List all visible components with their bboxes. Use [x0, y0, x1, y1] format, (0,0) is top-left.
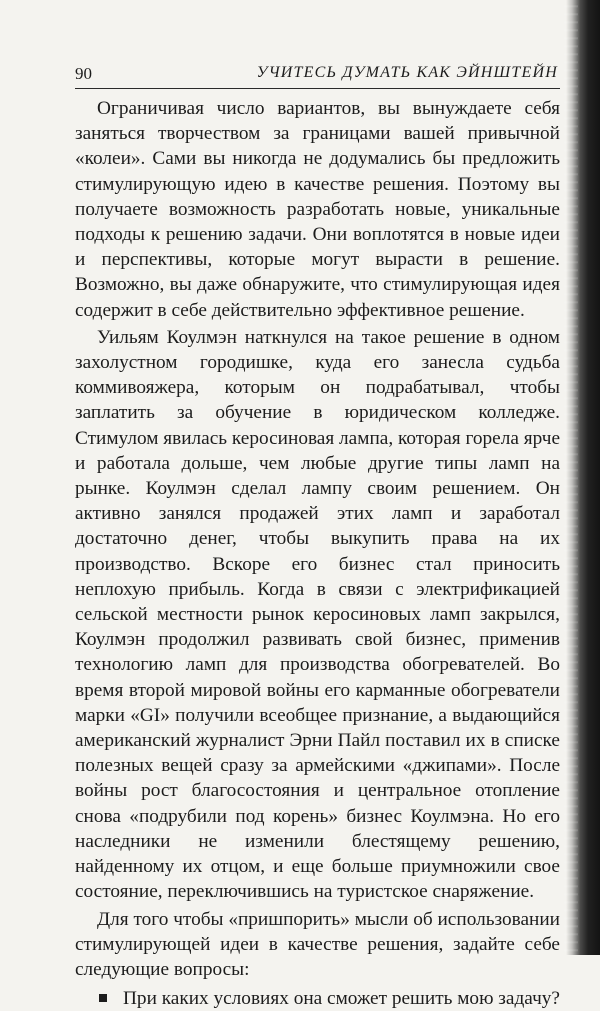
paragraph-1: Ограничивая число вариантов, вы вынуждаете себя заняться творчеством за границами вашей привычной «колеи». Сами вы никогда не додумались бы предложить стимулирующую идею в качестве решения. Поэтому вы получаете возможность разработать новые, уникальные подходы к решению задачи. Они воплотятся в новые идеи и перспективы, которые могут вырасти в решение. Возможно, вы даже обнаружите, что стимулирующая идея содержит в себе действительно эффективное решение. — [75, 98, 560, 321]
page-number: 90 — [75, 64, 92, 83]
square-bullet-icon — [99, 994, 107, 1002]
paragraph-3: Для того чтобы «пришпорить» мысли об использовании стимулирующей идеи в качестве решения, задайте себе следующие вопросы: — [75, 908, 560, 980]
scan-noise — [564, 0, 578, 955]
paragraph-2: Уильям Коулмэн наткнулся на такое решение в одном захолустном городишке, куда его занесла судьба коммивояжера, которым он подрабатывал, чтобы заплатить за обучение в юридическом колледже. Стимулом явилась керосиновая лампа, которая горела ярче и работала дольше, чем любые другие типы ламп на рынке. Коулмэн сделал лампу своим решением. Он активно занялся продажей этих ламп и заработал достаточно денег, чтобы выкупить права на их производство. Вскоре его бизнес стал приносить неплохую прибыль. Когда в связи с электрификацией сельской местности рынок керосиновых ламп закрылся, Коулмэн продолжил развивать свой бизнес, применив технологию ламп для производства обогревателей. Во время второй мировой войны его карманные обогреватели марки «GI» получили всеобщее признание, а выдающийся американский журналист Эрни Пайл поставил их в списке полезных вещей сразу за армейскими «джипами». После войны рост благосостояния и центральное отопление снова «подрубили под корень» бизнес Коулмэна. Но его наследники не изменили блестящему решению, найденному их отцом, и еще больше приумножили свое состояние, переключившись на туристское снаряжение. — [75, 326, 560, 903]
body-text — [75, 96, 560, 1011]
running-title: УЧИТЕСЬ ДУМАТЬ КАК ЭЙНШТЕЙН — [256, 64, 558, 81]
list-item-text: При каких условиях она сможет решить мою задачу? — [123, 988, 560, 1010]
page-header — [75, 62, 560, 89]
list-item — [75, 986, 560, 1011]
question-list — [75, 986, 560, 1011]
